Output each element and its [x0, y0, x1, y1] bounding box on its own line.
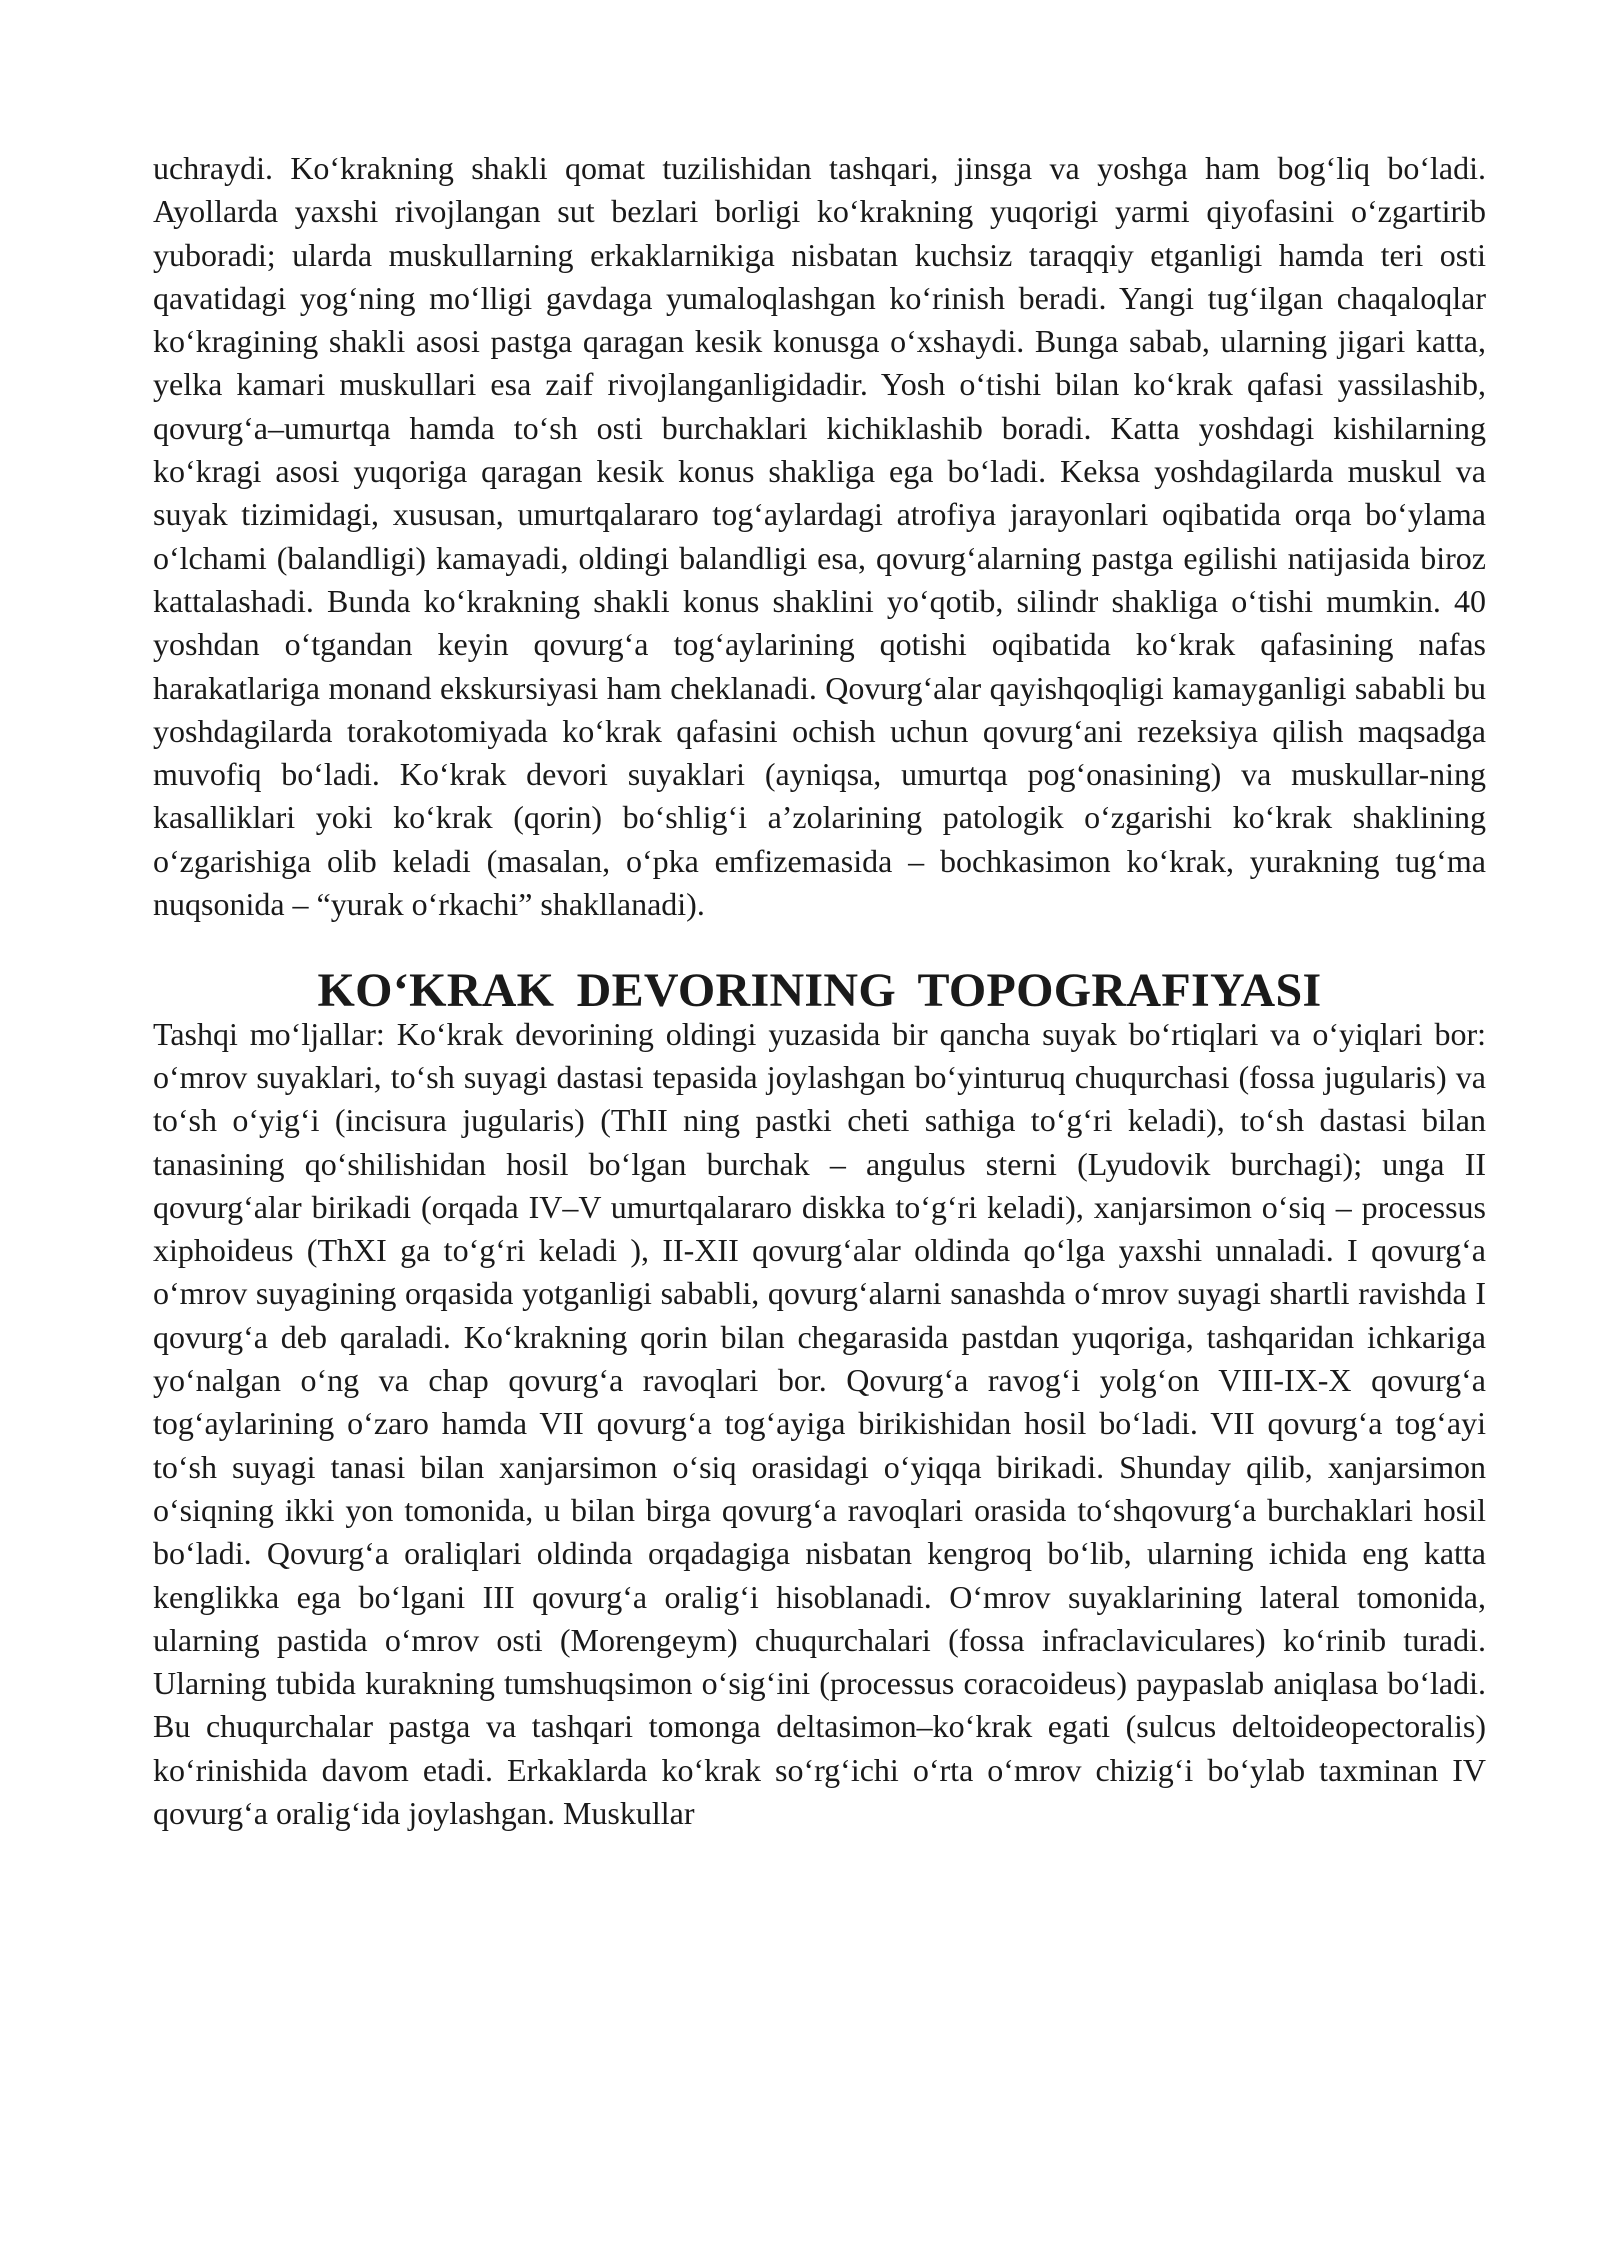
- document-page: [153, 147, 1486, 1835]
- paragraph-spacer: [153, 926, 1486, 969]
- section-heading: KO‘KRAK DEVORINING TOPOGRAFIYASI: [317, 964, 1322, 1018]
- body-paragraph-2: Tashqi mo‘ljallar: Ko‘krak devorining oldingi yuzasida bir qancha suyak bo‘rtiqlari va o‘yiqlari bor: o‘mrov suyaklari, to‘sh suyagi dastasi tepasida joylashgan bo‘yinturuq chuqurchasi (fossa jugularis) va to‘sh o‘yig‘i (incisura jugularis) (ThII ning pastki cheti sathiga to‘g‘ri keladi), to‘sh dastasi bilan tanasining qo‘shilishidan hosil bo‘lgan burchak – angulus sterni (Lyudovik burchagi); unga II qovurg‘alar birikadi (orqada IV–V umurtqalararo diskka to‘g‘ri keladi), xanjarsimon o‘siq – processus xiphoideus (ThXI ga to‘g‘ri keladi ), II-XII qovurg‘alar oldinda qo‘lga yaxshi unnaladi. I qovurg‘a o‘mrov suyagining orqasida yotganligi sababli, qovurg‘alarni sanashda o‘mrov suyagi shartli ravishda I qovurg‘a deb qaraladi. Ko‘krakning qorin bilan chegarasida pastdan yuqoriga, tashqaridan ichkariga yo‘nalgan o‘ng va chap qovurg‘a ravoqlari bor. Qovurg‘a ravog‘i yolg‘on VIII-IX-X qovurg‘a tog‘aylarining o‘zaro hamda VII qovurg‘a tog‘ayiga birikishidan hosil bo‘ladi. VII qovurg‘a tog‘ayi to‘sh suyagi tanasi bilan xanjarsimon o‘siq orasidagi o‘yiqqa birikadi. Shunday qilib, xanjarsimon o‘siqning ikki yon tomonida, u bilan birga qovurg‘a ravoqlari orasida to‘shqovurg‘a burchaklari hosil bo‘ladi. Qovurg‘a oraliqlari oldinda orqadagiga nisbatan kengroq bo‘lib, ularning ichida eng katta kenglikka ega bo‘lgani III qovurg‘a oralig‘i hisoblanadi. O‘mrov suyaklarining lateral tomonida, ularning pastida o‘mrov osti (Morengeym) chuqurchalari (fossa infraclaviculares) ko‘rinib turadi. Ularning tubida kurakning tumshuqsimon o‘sig‘ini (processus coracoideus) paypaslab aniqlasa bo‘ladi. Bu chuqurchalar pastga va tashqari tomonga deltasimon–ko‘krak egati (sulcus deltoideopectoralis) ko‘rinishida davom etadi. Erkaklarda ko‘krak so‘rg‘ichi o‘rta o‘mrov chizig‘i bo‘ylab taxminan IV qovurg‘a oralig‘ida joylashgan. Muskullar: [153, 1015, 1486, 1831]
- body-paragraph-1: uchraydi. Ko‘krakning shakli qomat tuzilishidan tashqari, jinsga va yoshga ham bog‘liq bo‘ladi. Ayollarda yaxshi rivojlangan sut bezlari borligi ko‘krakning yuqorigi yarmi qiyofasini o‘zgartirib yuboradi; ularda muskullarning erkaklarnikiga nisbatan kuchsiz taraqqiy etganligi hamda teri osti qavatidagi yog‘ning mo‘lligi gavdaga yumaloqlashgan ko‘rinish beradi. Yangi tug‘ilgan chaqaloqlar ko‘kragining shakli asosi pastga qaragan kesik konusga o‘xshaydi. Bunga sabab, ularning jigari katta, yelka kamari muskullari esa zaif rivojlanganligidadir. Yosh o‘tishi bilan ko‘krak qafasi yassilashib, qovurg‘a–umurtqa hamda to‘sh osti burchaklari kichiklashib boradi. Katta yoshdagi kishilarning ko‘kragi asosi yuqoriga qaragan kesik konus shakliga ega bo‘ladi. Keksa yoshdagilarda muskul va suyak tizimidagi, xususan, umurtqalararo tog‘aylardagi atrofiya jarayonlari oqibatida orqa bo‘ylama o‘lchami (balandligi) kamayadi, oldingi balandligi esa, qovurg‘alarning pastga egilishi natijasida biroz kattalashadi. Bunda ko‘krakning shakli konus shaklini yo‘qotib, silindr shakliga o‘tishi mumkin. 40 yoshdan o‘tgandan keyin qovurg‘a tog‘aylarining qotishi oqibatida ko‘krak qafasining nafas harakatlariga monand ekskursiyasi ham cheklanadi. Qovurg‘alar qayishqoqligi kamayganligi sababli bu yoshdagilarda torakotomiyada ko‘krak qafasini ochish uchun qovurg‘ani rezeksiya qilish maqsadga muvofiq bo‘ladi. Ko‘krak devori suyaklari (ayniqsa, umurtqa pog‘onasining) va muskullar-ning kasalliklari yoki ko‘krak (qorin) bo‘shlig‘i a’zolarining patologik o‘zgarishi ko‘krak shaklining o‘zgarishiga olib keladi (masalan, o‘pka emfizemasida – bochkasimon ko‘krak, yurakning tug‘ma nuqsonida – “yurak o‘rkachi” shakllanadi).: [153, 150, 1486, 923]
